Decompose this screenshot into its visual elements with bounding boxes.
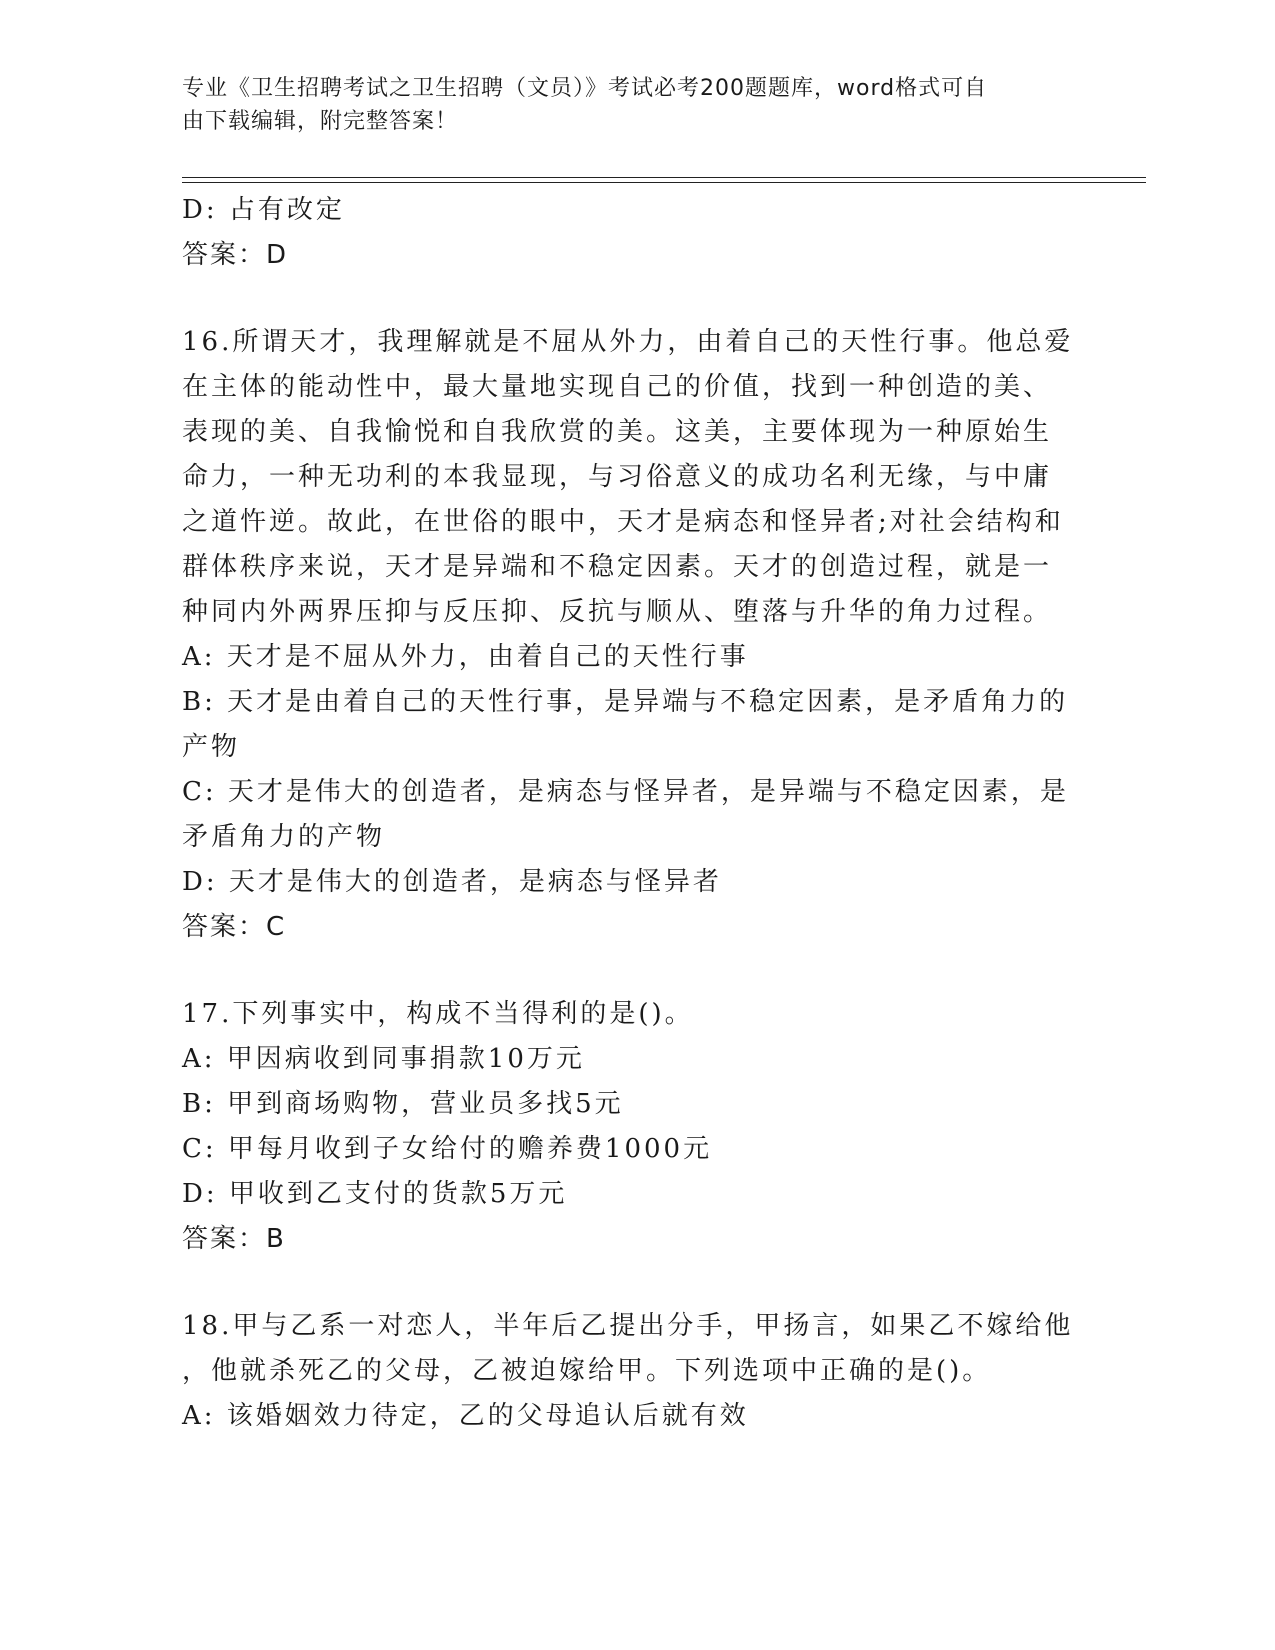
spacer	[182, 278, 1082, 320]
header-divider-bottom	[182, 182, 1146, 183]
q18-stem-line-1: 18.甲与乙系一对恋人，半年后乙提出分手，甲扬言，如果乙不嫁给他	[182, 1311, 1074, 1341]
q17-option-d: D: 甲收到乙支付的货款5万元	[182, 1179, 568, 1209]
prev-answer: 答案：D	[182, 240, 289, 270]
header-line-2: 由下载编辑，附完整答案！	[182, 109, 459, 134]
spacer	[182, 1262, 1082, 1304]
q17-answer: 答案：B	[182, 1224, 286, 1254]
q18-stem-line-2: ，他就杀死乙的父母，乙被迫嫁给甲。下列选项中正确的是()。	[182, 1356, 992, 1386]
document-body	[182, 188, 1082, 1439]
q16-option-a: A: 天才是不屈从外力，由着自己的天性行事	[182, 642, 749, 672]
question-17	[182, 992, 1082, 1262]
header-line-1: 专业《卫生招聘考试之卫生招聘（文员）》考试必考200题题库，word格式可自	[182, 76, 988, 101]
q16-stem-line-3: 表现的美、自我愉悦和自我欣赏的美。这美，主要体现为一种原始生	[182, 417, 1053, 447]
q16-stem-line-2: 在主体的能动性中，最大量地实现自己的价值，找到一种创造的美、	[182, 372, 1053, 402]
q17-option-c: C: 甲每月收到子女给付的赡养费1000元	[182, 1134, 713, 1164]
q16-answer: 答案：C	[182, 912, 287, 942]
q17-option-b: B: 甲到商场购物，营业员多找5元	[182, 1089, 624, 1119]
q16-option-d: D: 天才是伟大的创造者，是病态与怪异者	[182, 867, 722, 897]
prev-option-d: D: 占有改定	[182, 195, 345, 225]
header-divider-top	[182, 177, 1146, 178]
q16-stem-line-5: 之道忤逆。故此，在世俗的眼中，天才是病态和怪异者;对社会结构和	[182, 507, 1064, 537]
q16-option-b-line-2: 产物	[182, 732, 241, 762]
q17-stem: 17.下列事实中，构成不当得利的是()。	[182, 999, 694, 1029]
q16-stem-line-4: 命力，一种无功利的本我显现，与习俗意义的成功名利无缘，与中庸	[182, 462, 1053, 492]
q16-stem-line-1: 16.所谓天才，我理解就是不屈从外力，由着自己的天性行事。他总爱	[182, 327, 1074, 357]
q16-stem-line-6: 群体秩序来说，天才是异端和不稳定因素。天才的创造过程，就是一	[182, 552, 1053, 582]
q17-option-a: A: 甲因病收到同事捐款10万元	[182, 1044, 585, 1074]
q16-option-c-line-2: 矛盾角力的产物	[182, 822, 386, 852]
question-16	[182, 320, 1082, 950]
q18-option-a: A: 该婚姻效力待定，乙的父母追认后就有效	[182, 1401, 749, 1431]
question-18	[182, 1304, 1082, 1439]
q16-stem-line-7: 种同内外两界压抑与反压抑、反抗与顺从、堕落与升华的角力过程。	[182, 597, 1053, 627]
q16-option-b-line-1: B: 天才是由着自己的天性行事，是异端与不稳定因素，是矛盾角力的	[182, 687, 1069, 717]
document-header	[182, 72, 1042, 138]
spacer	[182, 950, 1082, 992]
q16-option-c-line-1: C: 天才是伟大的创造者，是病态与怪异者，是异端与不稳定因素，是	[182, 777, 1069, 807]
